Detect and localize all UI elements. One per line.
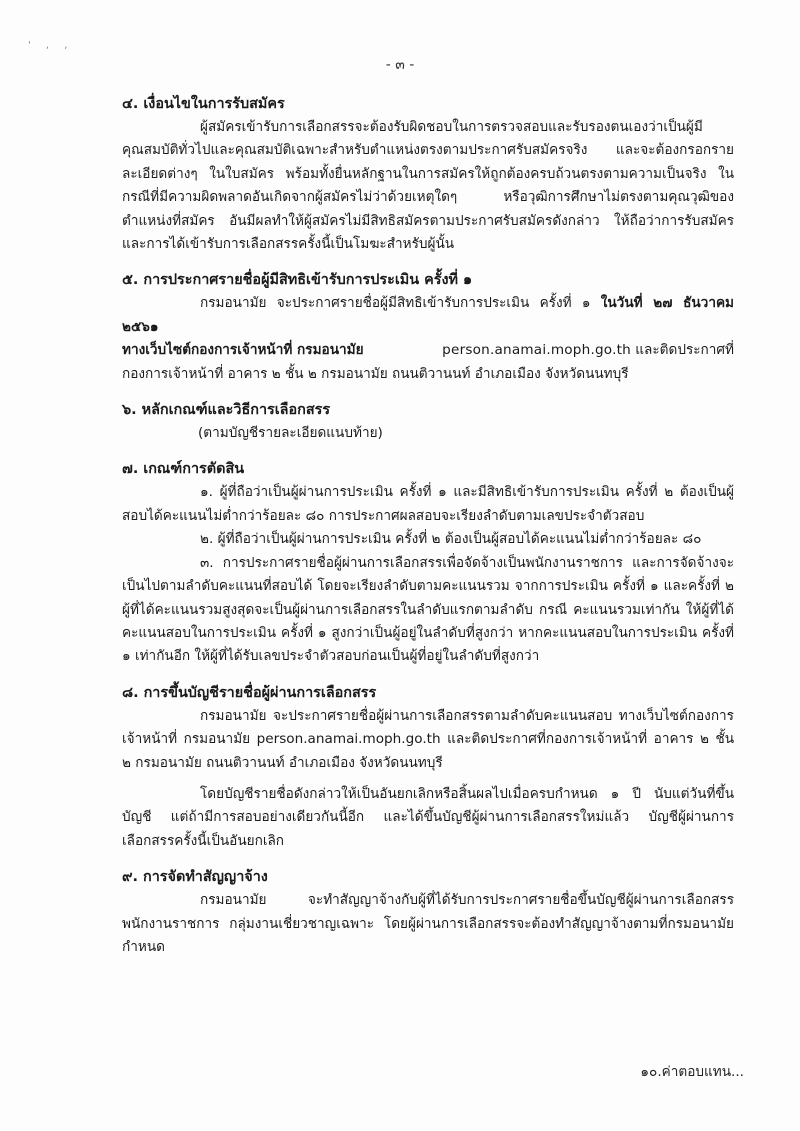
section-5-website-label: ทางเว็บไซต์กองการเจ้าหน้าที่ กรมอนามัย xyxy=(122,342,364,359)
continuation-note: ๑๐.ค่าตอบแทน... xyxy=(640,1064,744,1080)
section-9-title: ๙. การจัดทำสัญญาจ้าง xyxy=(122,869,268,886)
section-6-body: (ตามบัญชีรายละเอียดแนบท้าย) xyxy=(198,425,383,442)
section-7-item-2: ๒. ผู้ที่ถือว่าเป็นผู้ผ่านการประเมิน ครั้งที่ ๒ ต้องเป็นผู้สอบได้คะแนนไม่ต่ำกว่าร้อยละ ๘๐ xyxy=(200,531,702,548)
section-7 xyxy=(122,457,734,668)
section-5-url: person.anamai.moph.go.th xyxy=(442,342,631,359)
section-7-title: ๗. เกณฑ์การตัดสิน xyxy=(122,461,245,478)
section-5-date: ในวันที่ ๒๗ ธันวาคม ๒๕๖๑ xyxy=(122,295,735,335)
section-7-item-3: ๓. การประกาศรายชื่อผู้ผ่านการเลือกสรรเพื่อจัดจ้างเป็นพนักงานราชการ และการจัดจ้างจะเป็นไปตามลำดับคะแนนที่สอบได้ โดยจะเรียงลำดับตามคะแนนรวม จากการประเมิน ครั้งที่ ๑ และครั้งที่ ๒ ผู้ที่ได้คะแนนรวมสูงสุดจะเป็นผู้ผ่านการเลือกสรรในลำดับแรกตามลำดับ กรณี คะแนนรวมเท่ากัน ให้ผู้ที่ได้คะแนนสอบในการประเมิน ครั้งที่ ๑ สูงกว่าเป็นผู้อยู่ในลำดับที่สูงกว่า หากคะแนนสอบในการประเมิน ครั้งที่ ๑ เท่ากันอีก ให้ผู้ที่ได้รับเลขประจำตัวสอบก่อนเป็นผู้ที่อยู่ในลำดับที่สูงกว่า xyxy=(122,554,734,665)
section-5-line-2 xyxy=(122,339,734,362)
section-4 xyxy=(122,92,734,256)
section-9-body: กรมอนามัย จะทำสัญญาจ้างกับผู้ที่ได้รับการประกาศรายชื่อขึ้นบัญชีผู้ผ่านการเลือกสรร พนักงานราชการ กลุ่มงานเชี่ยวชาญเฉพาะ โดยผู้ผ่านการเลือกสรรจะต้องทำสัญญาจ้างตามที่กรมอนามัยกำหนด xyxy=(122,892,734,955)
section-4-title: ๔. เงื่อนไขในการรับสมัคร xyxy=(122,96,285,112)
section-7-item-1: ๑. ผู้ที่ถือว่าเป็นผู้ผ่านการประเมิน ครั้งที่ ๑ และมีสิทธิเข้ารับการประเมิน ครั้งที่ ๒ ต้องเป็นผู้สอบได้คะแนนไม่ต่ำกว่าร้อยละ ๘๐ การประกาศผลสอบจะเรียงลำดับตามเลขประจำตัวสอบ xyxy=(122,484,734,524)
section-5 xyxy=(122,268,734,386)
section-9 xyxy=(122,865,734,959)
page-number: - ๓ - xyxy=(385,57,415,73)
section-5-title: ๕. การประกาศรายชื่อผู้มีสิทธิเข้ารับการประเมิน ครั้งที่ ๑ xyxy=(122,272,473,289)
section-5-line-1a: กรมอนามัย จะประกาศรายชื่อผู้มีสิทธิเข้ารับการประเมิน ครั้งที่ ๑ xyxy=(200,295,591,312)
section-8 xyxy=(122,681,734,853)
section-6 xyxy=(122,398,734,445)
document-body xyxy=(122,92,734,959)
section-8-para-2: โดยบัญชีรายชื่อดังกล่าวให้เป็นอันยกเลิกหรือสิ้นผลไปเมื่อครบกำหนด ๑ ปี นับแต่วันที่ขึ้นบัญชี แต่ถ้ามีการสอบอย่างเดียวกันนี้อีก และได้ขึ้นบัญชีผู้ผ่านการเลือกสรรใหม่แล้ว บัญชีผู้ผ่านการเลือกสรรครั้งนี้เป็นอันยกเลิก xyxy=(122,785,734,849)
section-8-title: ๘. การขึ้นบัญชีรายชื่อผู้ผ่านการเลือกสรร xyxy=(122,684,377,701)
section-6-title: ๖. หลักเกณฑ์และวิธีการเลือกสรร xyxy=(122,402,331,419)
section-5-line-3: กองการเจ้าหน้าที่ อาคาร ๒ ชั้น ๒ กรมอนามัย ถนนติวานนท์ อำเภอเมือง จังหวัดนนทบุรี xyxy=(122,365,629,382)
section-5-line-2b: และติดประกาศที่ xyxy=(635,342,734,359)
section-5-line-1 xyxy=(122,292,734,339)
section-4-body: ผู้สมัครเข้ารับการเลือกสรรจะต้องรับผิดชอบในการตรวจสอบและรับรองตนเองว่าเป็นผู้มีคุณสมบัติทั่วไปและคุณสมบัติเฉพาะสำหรับตำแหน่งตรงตามประกาศรับสมัครจริง และจะต้องกรอกรายละเอียดต่างๆ ในใบสมัคร พร้อมทั้งยื่นหลักฐานในการสมัครให้ถูกต้องครบถ้วนตรงตามความเป็นจริง ในกรณีที่มีความผิดพลาดอันเกิดจากผู้สมัครไม่ว่าด้วยเหตุใดๆ หรือวุฒิการศึกษาไม่ตรงตามคุณวุฒิของตำแหน่งที่สมัคร อันมีผลทำให้ผู้สมัครไม่มีสิทธิสมัครตามประกาศรับสมัครดังกล่าว ให้ถือว่าการรับสมัครและการได้เข้ารับการเลือกสรรครั้งนี้เป็นโมฆะสำหรับผู้นั้น xyxy=(122,119,734,253)
scan-marks: ' , , xyxy=(28,40,74,51)
section-8-para-1: กรมอนามัย จะประกาศรายชื่อผู้ผ่านการเลือกสรรตามลำดับคะแนนสอบ ทางเว็บไซต์กองการเจ้าหน้าที่ กรมอนามัย person.anamai.moph.go.th และติดประกาศที่กองการเจ้าหน้าที่ อาคาร ๒ ชั้น ๒ กรมอนามัย ถนนติวานนท์ อำเภอเมือง จังหวัดนนทบุรี xyxy=(122,707,734,771)
